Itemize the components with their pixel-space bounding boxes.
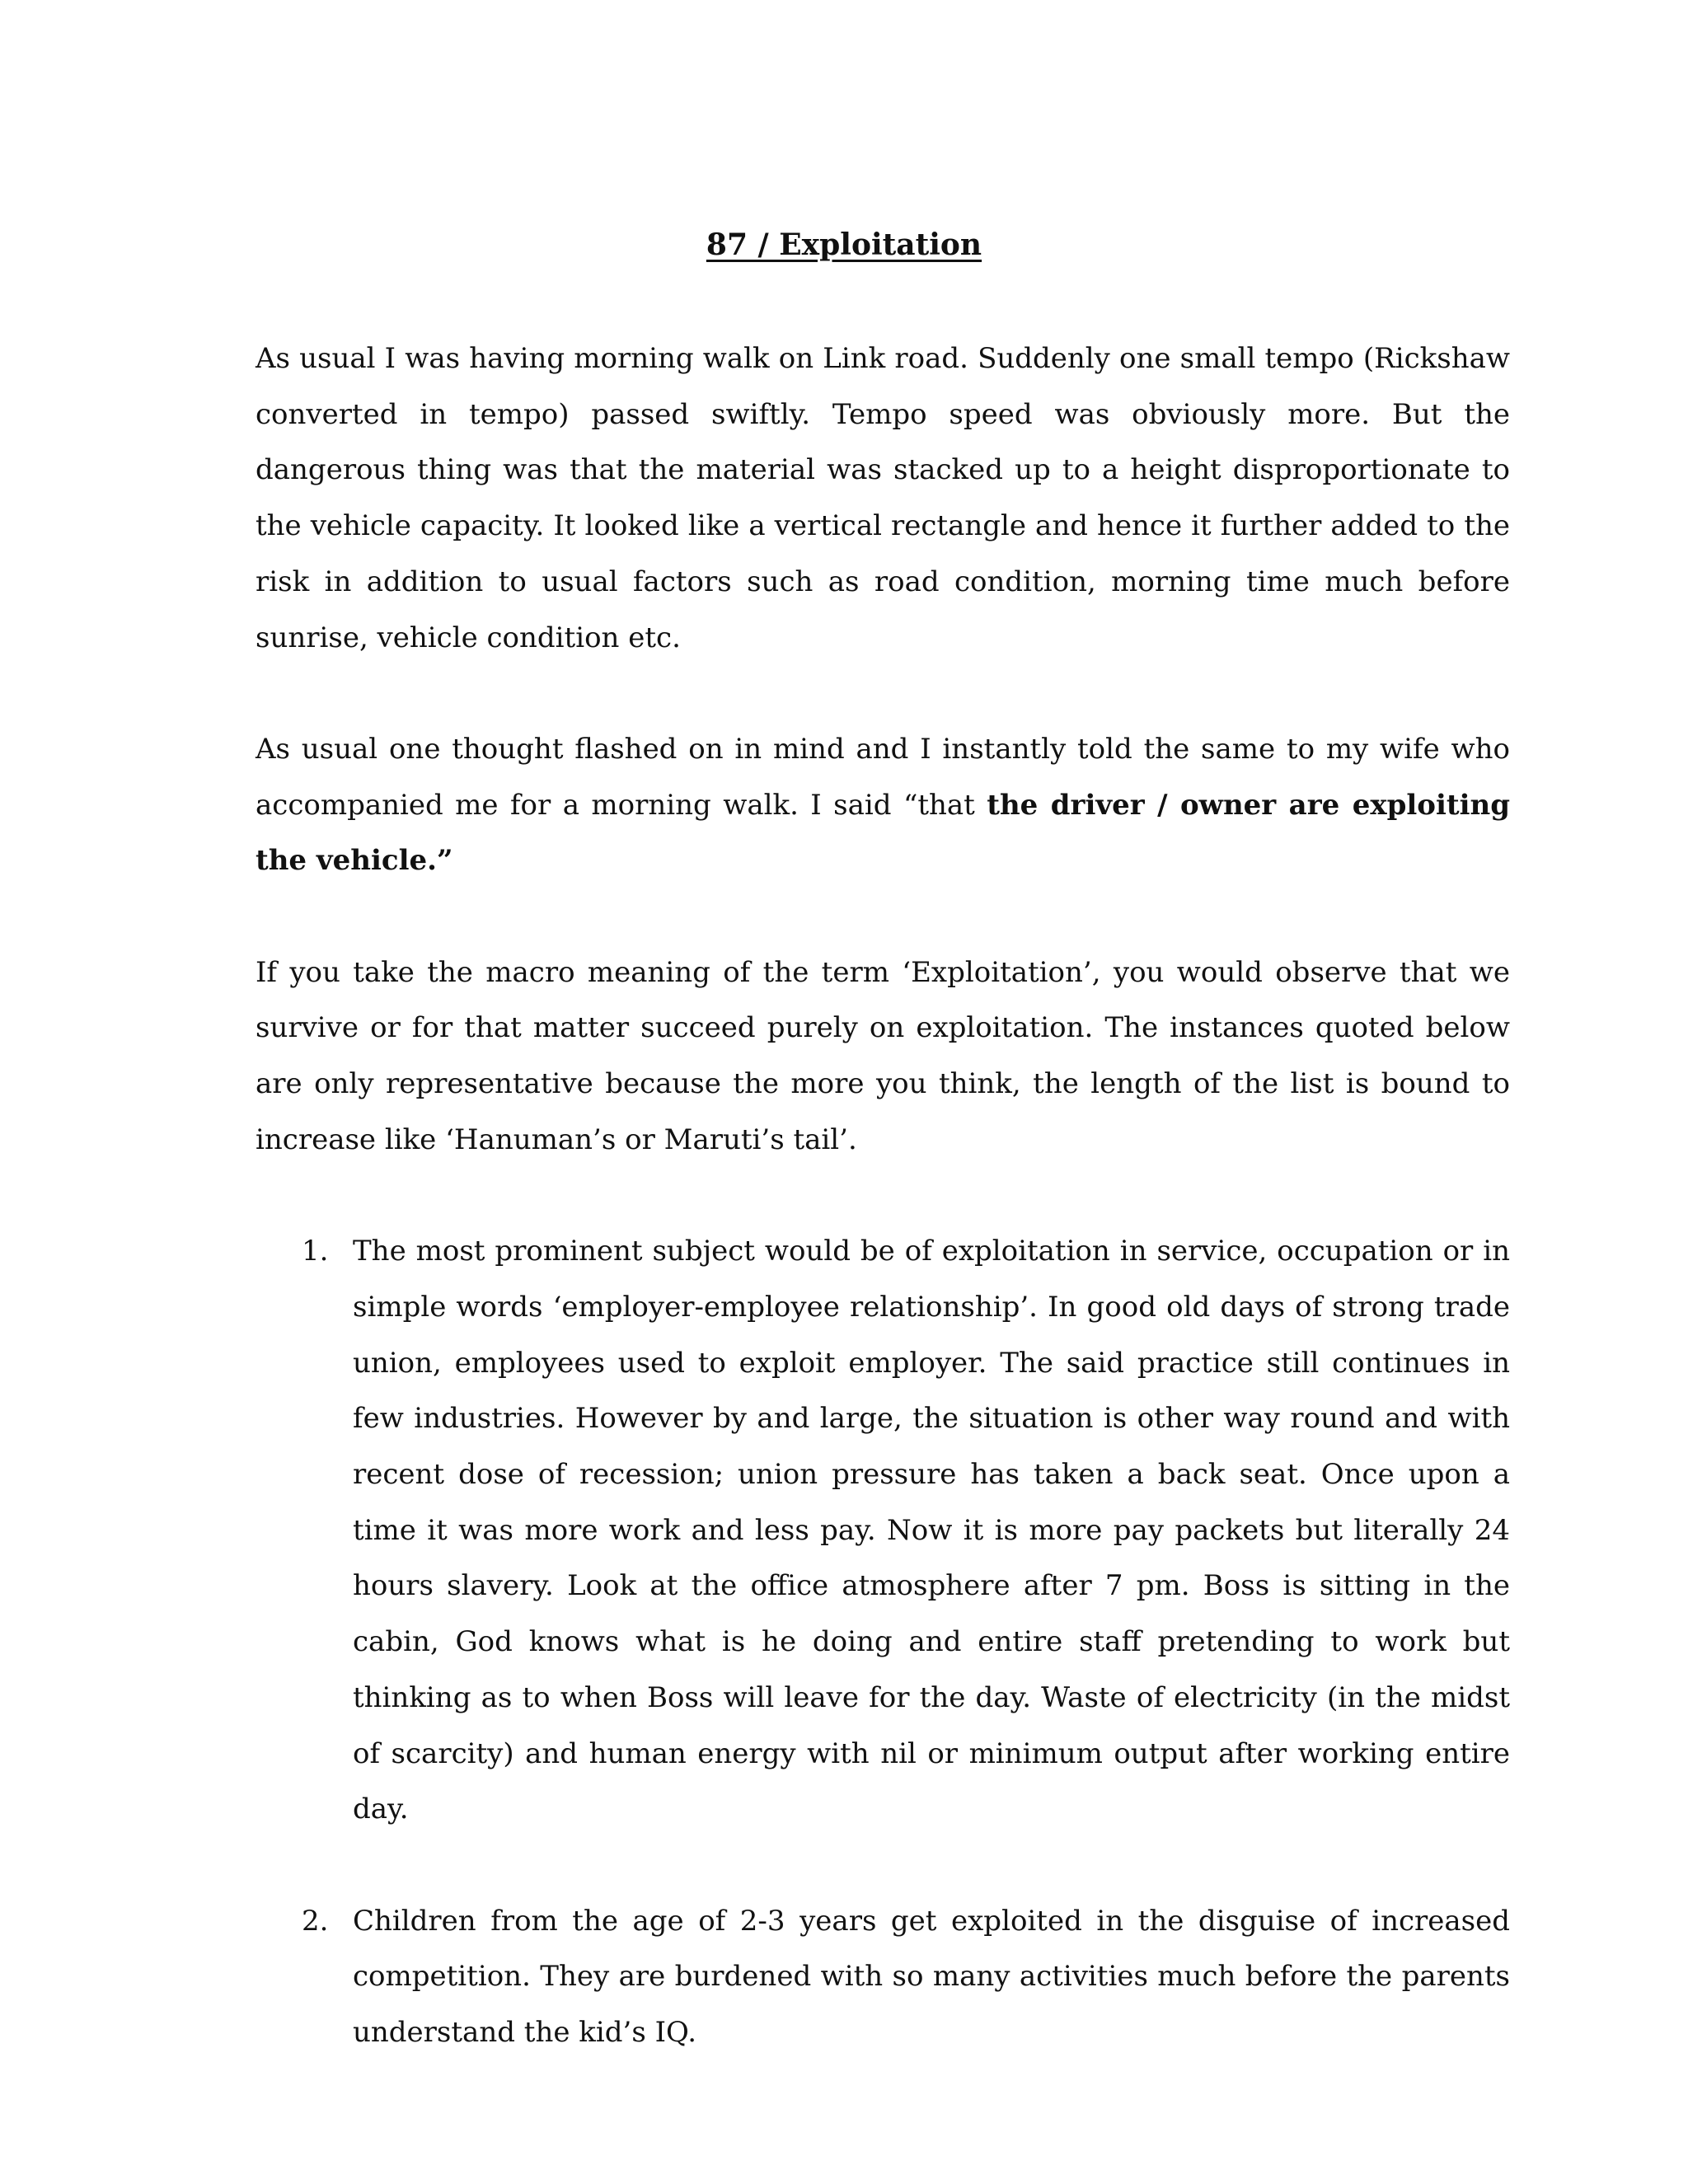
paragraph-wife-text: As usual one thought flashed on in mind and I instantly told the same to my wife who accompanied me for a morning walk. I said “that bbox=[256, 732, 1510, 822]
list-item-text: Children from the age of 2-3 years get exploited in the disguise of increased competition. They are burdened with so many activities much before the parents understand the kid’s IQ. bbox=[353, 1904, 1510, 2050]
list-item-text: The most prominent subject would be of exploitation in service, occupation or in simple words ‘employer-employee relationship’. In good old days of strong trade union, employees used to exploit employer. The said practice still continues in few industries. However by and large, the situation is other way round and with recent dose of recession; union pressure has taken a back seat. Once upon a time it was more work and less pay. Now it is more pay packets but literally 24 hours slavery. Look at the office atmosphere after 7 pm. Boss is sitting in the cabin, God knows what is he doing and entire staff pretending to work but thinking as to when Boss will leave for the day. Waste of electricity (in the midst of scarcity) and human energy with nil or minimum output after working entire day. bbox=[353, 1235, 1510, 1826]
page-title: 87 / Exploitation bbox=[706, 227, 982, 262]
list-item bbox=[256, 1894, 1510, 2061]
paragraph-macro-meaning: If you take the macro meaning of the term ‘Exploitation’, you would observe that we survive or for that matter succeed purely on exploitation. The instances quoted below are only representative because the more you think, the length of the list is bound to increase like ‘Hanuman’s or Maruti’s tail’. bbox=[256, 955, 1510, 1156]
numbered-list bbox=[256, 1224, 1510, 2061]
list-item-number: 2. bbox=[302, 1904, 329, 1938]
list-item-number: 1. bbox=[302, 1235, 329, 1268]
document-body bbox=[256, 331, 1510, 2116]
list-item bbox=[256, 1224, 1510, 1838]
paragraph-tempo: As usual I was having morning walk on Link road. Suddenly one small tempo (Rickshaw converted in tempo) passed swiftly. Tempo speed was obviously more. But the dangerous thing was that the material was stacked up to a height disproportionate to the vehicle capacity. It looked like a vertical rectangle and hence it further added to the risk in addition to usual factors such as road condition, morning time much before sunrise, vehicle condition etc. bbox=[256, 342, 1510, 654]
paragraph-wife-bold: the driver / owner are exploiting the vehicle.” bbox=[256, 788, 1510, 878]
paragraph-wife bbox=[256, 722, 1510, 889]
